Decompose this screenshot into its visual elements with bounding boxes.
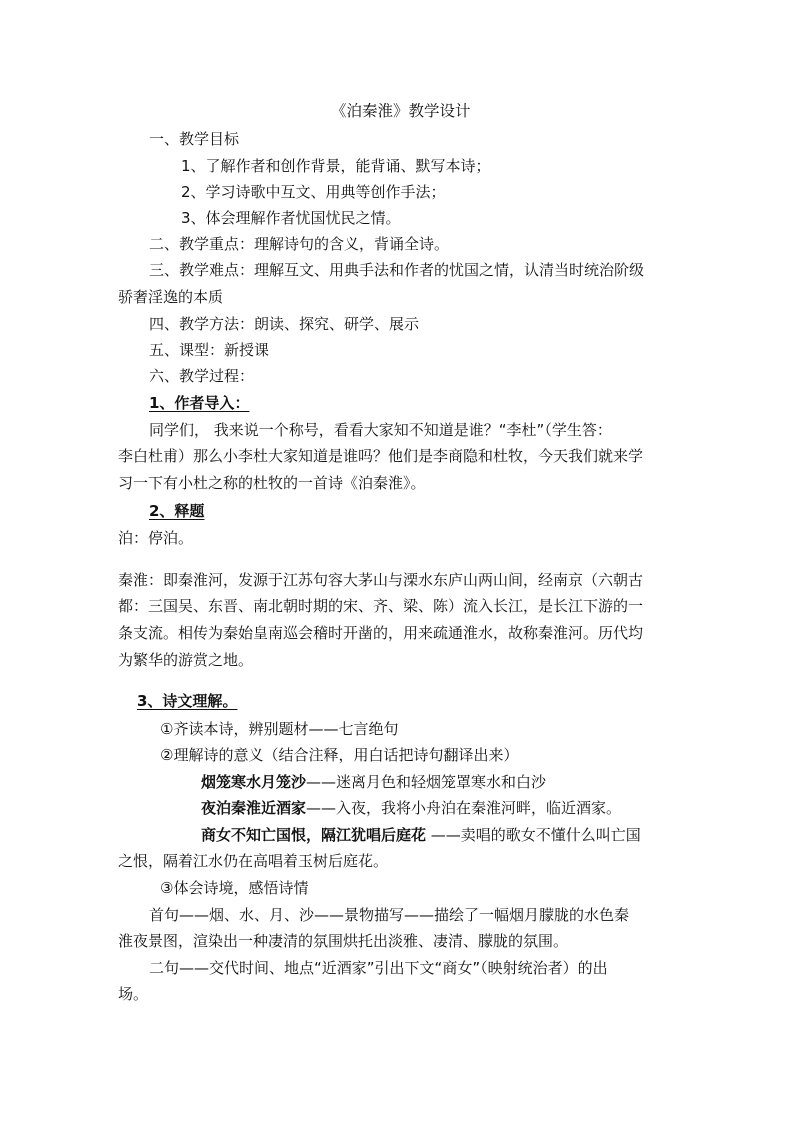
analysis-line: 场。	[118, 985, 149, 1003]
definition-qinhuai-line: 为繁华的游赏之地。	[118, 651, 254, 669]
poem-line: 商女不知亡国恨，隔江犹唱后庭花	[201, 826, 427, 844]
poem-line: 烟笼寒水月笼沙	[201, 773, 307, 791]
paragraph-line: 同学们， 我来说一个称号，看看大家知不知道是谁？“李杜”（学生答：	[149, 421, 612, 439]
goal-item: 3、体会理解作者忧国忧民之情。	[181, 209, 401, 227]
section-process: 六、教学过程：	[149, 367, 255, 385]
poem-translation-cont: 之恨，隔着江水仍在高唱着玉树后庭花。	[118, 852, 389, 870]
poem-line-row	[201, 771, 546, 793]
section-difficulties-cont: 骄奢淫逸的本质	[118, 288, 224, 306]
poem-translation: ——入夜，我将小舟泊在秦淮河畔，临近酒家。	[306, 799, 622, 817]
definition-bo: 泊：停泊。	[118, 529, 194, 547]
paragraph-line: 李白杜甫）那么小李杜大家知道是谁吗？他们是李商隐和杜牧，今天我们就来学	[118, 447, 644, 465]
section-lesson-type: 五、课型：新授课	[149, 341, 270, 359]
document-title: 《泊秦淮》教学设计	[331, 102, 471, 120]
analysis-line: 首句——烟、水、月、沙——景物描写——描绘了一幅烟月朦胧的水色秦	[149, 906, 630, 924]
poem-line: 夜泊秦淮近酒家	[201, 799, 307, 817]
section-difficulties: 三、教学难点：理解互文、用典手法和作者的忧国之情，认清当时统治阶级	[149, 261, 645, 279]
analysis-line: 淮夜景图，渲染出一种凄清的氛围烘托出淡雅、凄清、朦胧的氛围。	[118, 932, 569, 950]
section-key-points: 二、教学重点：理解诗句的含义，背诵全诗。	[149, 235, 450, 253]
poem-translation: ——卖唱的歌女不懂什么叫亡国	[426, 826, 641, 844]
definition-qinhuai-line: 条支流。相传为秦始皇南巡会稽时开凿的，用来疏通淮水，故称秦淮河。历代均	[118, 624, 644, 642]
definition-qinhuai-line: 秦淮：即秦淮河，发源于江苏句容大茅山与溧水东庐山两山间，经南京（六朝古	[118, 571, 644, 589]
goal-item: 2、学习诗歌中互文、用典等创作手法；	[181, 183, 446, 201]
poem-step-item: ①齐读本诗，辨别题材——七言绝句	[160, 720, 399, 738]
poem-translation: ——迷离月色和轻烟笼罩寒水和白沙	[306, 773, 547, 791]
poem-step-item: ③体会诗境，感悟诗情	[160, 879, 309, 897]
analysis-line: 二句——交代时间、地点“近酒家”引出下文“商女”（映射统治者）的出	[149, 959, 608, 977]
poem-step-item: ②理解诗的意义（结合注释，用白话把诗句翻译出来）	[160, 746, 519, 764]
step-heading-poem: 3、诗文理解。	[137, 692, 238, 710]
definition-qinhuai-line: 都：三国吴、东晋、南北朝时期的宋、齐、梁、陈）流入长江，是长江下游的一	[118, 597, 644, 615]
goal-item: 1、了解作者和创作背景，能背诵、默写本诗；	[181, 157, 491, 175]
step-heading-title-explanation: 2、释题	[149, 502, 205, 520]
step-heading-intro: 1、作者导入：	[149, 394, 250, 412]
poem-line-row	[201, 797, 621, 819]
section-methods: 四、教学方法：朗读、探究、研学、展示	[149, 315, 420, 333]
section-heading-goals: 一、教学目标	[149, 130, 240, 148]
poem-line-row	[201, 824, 641, 846]
paragraph-line: 习一下有小杜之称的杜牧的一首诗《泊秦淮》。	[118, 474, 426, 492]
